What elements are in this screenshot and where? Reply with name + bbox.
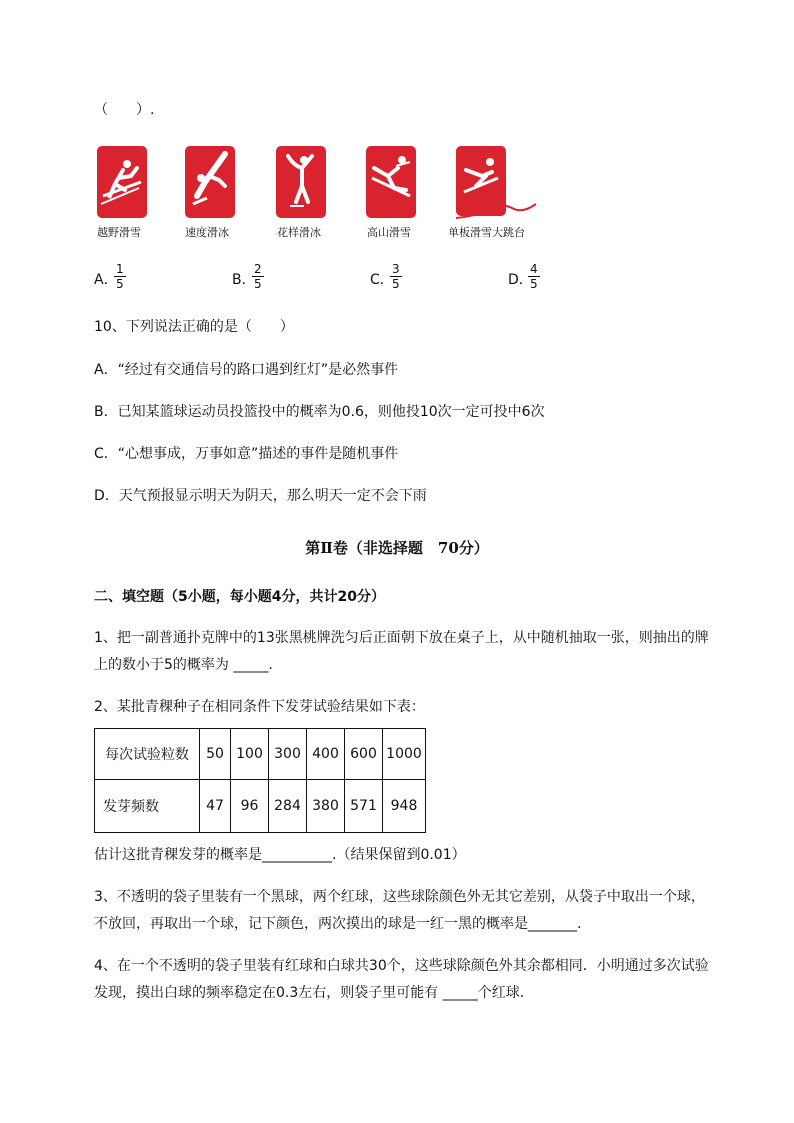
icon-caption: 单板滑雪大跳台 — [448, 226, 525, 239]
numerator: 3 — [392, 262, 400, 276]
numerator: 1 — [116, 262, 124, 276]
fill-2-question: 估计这批青稞发芽的概率是__________.（结果保留到0.01） — [94, 847, 466, 863]
table-cell: 1000 — [383, 729, 426, 780]
fill-4-line-2: 发现，摸出白球的频率稳定在0.3左右，则袋子里可能有 _____个红球. — [94, 985, 525, 1001]
option-d-fraction — [528, 262, 540, 291]
option-c-letter: C． — [370, 272, 394, 288]
table-cell: 571 — [345, 780, 383, 833]
question-10-option-c: C．“心想事成，万事如意”描述的事件是随机事件 — [94, 446, 399, 462]
part-two-title: 第Ⅱ卷（非选择题 70分） — [305, 539, 489, 557]
table-cell: 284 — [269, 780, 307, 833]
denominator: 5 — [116, 277, 124, 291]
snow-wave-icon — [456, 196, 536, 220]
table-cell: 400 — [307, 729, 345, 780]
table-cell: 50 — [200, 729, 231, 780]
table-cell: 380 — [307, 780, 345, 833]
icon-caption: 花样滑冰 — [277, 226, 321, 239]
table-row — [95, 729, 426, 780]
numerator: 2 — [254, 262, 262, 276]
speed-skating-icon — [185, 146, 235, 218]
fill-1-line-2: 上的数小于5的概率为 _____. — [94, 657, 273, 673]
icon-caption: 越野滑雪 — [97, 226, 141, 239]
denominator: 5 — [254, 277, 262, 291]
table-cell: 100 — [231, 729, 269, 780]
cross-country-skiing-icon — [97, 146, 147, 218]
numerator: 4 — [530, 262, 538, 276]
denominator: 5 — [392, 277, 400, 291]
fill-3-line-1: 3、不透明的袋子里装有一个黑球，两个红球，这些球除颜色外无其它差别，从袋子中取出一个球， — [94, 889, 705, 905]
fill-4-line-1: 4、在一个不透明的袋子里装有红球和白球共30个，这些球除颜色外其余都相同．小明通过多次试验 — [94, 958, 709, 974]
option-a-fraction — [114, 262, 126, 291]
option-a-letter: A． — [94, 272, 118, 288]
section-two-title: 二、填空题（5小题，每小题4分，共计20分） — [94, 589, 385, 605]
table-cell: 96 — [231, 780, 269, 833]
table-cell: 300 — [269, 729, 307, 780]
option-c-fraction — [390, 262, 402, 291]
denominator: 5 — [530, 277, 538, 291]
icon-caption: 速度滑冰 — [185, 226, 229, 239]
fill-1-line-1: 1、把一副普通扑克牌中的13张黑桃牌洗匀后正面朝下放在桌子上，从中随机抽取一张，则抽出的牌 — [94, 630, 709, 646]
option-d-letter: D． — [508, 272, 533, 288]
icon-caption: 高山滑雪 — [367, 226, 411, 239]
question-10-option-a: A．“经过有交通信号的路口遇到红灯”是必然事件 — [94, 362, 399, 378]
fill-3-line-2: 不放回，再取出一个球，记下颜色，两次摸出的球是一红一黑的概率是_______. — [94, 916, 582, 932]
germination-table — [94, 728, 426, 833]
option-b-letter: B． — [232, 272, 256, 288]
table-cell: 948 — [383, 780, 426, 833]
figure-skating-icon — [276, 146, 326, 218]
alpine-skiing-icon — [366, 146, 416, 218]
table-row-label: 发芽频数 — [95, 780, 200, 833]
table-row-label: 每次试验粒数 — [95, 729, 200, 780]
table-cell: 47 — [200, 780, 231, 833]
table-row — [95, 780, 426, 833]
table-cell: 600 — [345, 729, 383, 780]
question-10-stem: 10、下列说法正确的是（ ） — [94, 319, 294, 335]
option-b-fraction — [252, 262, 264, 291]
question-10-option-b: B．已知某篮球运动员投篮投中的概率为0.6，则他投10次一定可投中6次 — [94, 404, 545, 420]
question-10-option-d: D．天气预报显示明天为阴天，那么明天一定不会下雨 — [94, 488, 427, 504]
fill-2-stem: 2、某批青稞种子在相同条件下发芽试验结果如下表： — [94, 699, 425, 715]
question-paren: （ ）. — [94, 102, 155, 118]
